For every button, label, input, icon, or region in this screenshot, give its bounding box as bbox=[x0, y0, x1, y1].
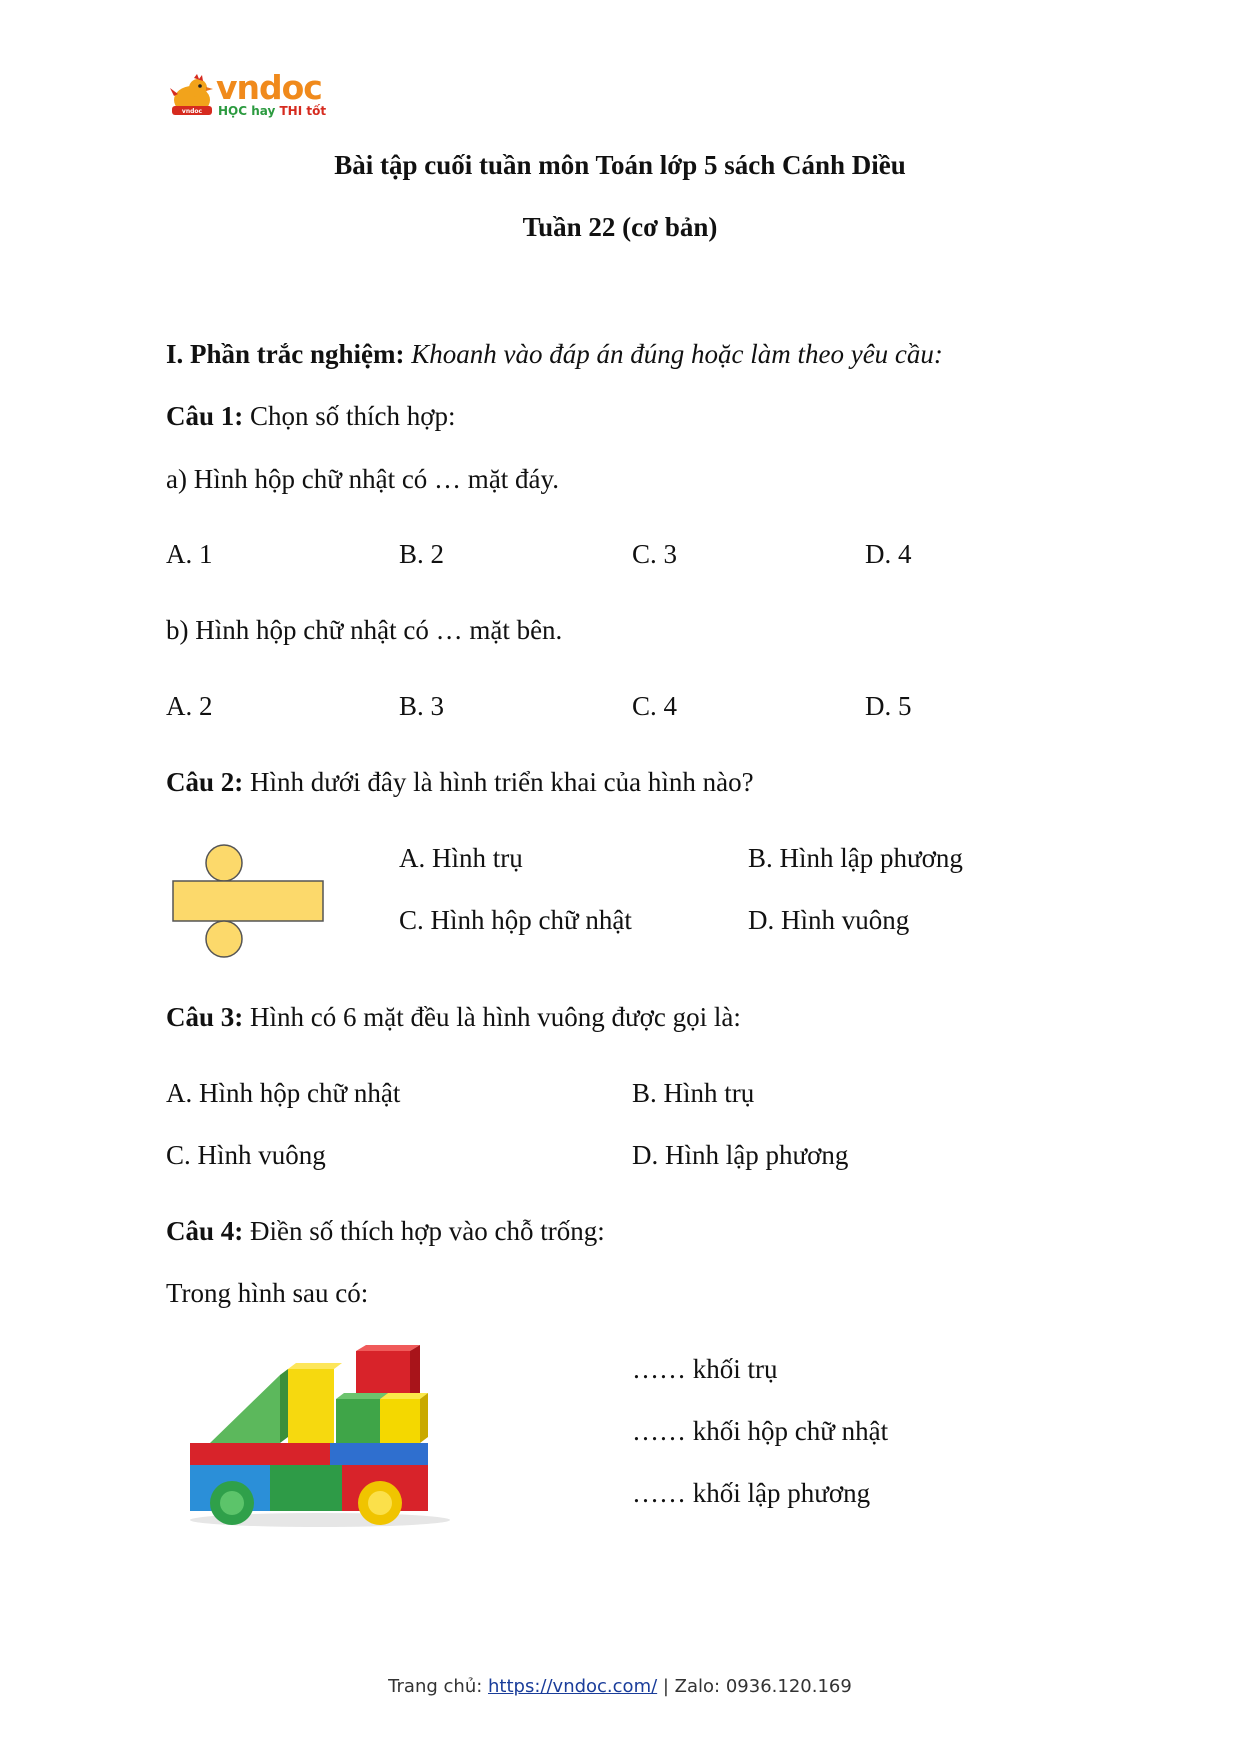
question-text: Điền số thích hợp vào chỗ trống: bbox=[243, 1216, 605, 1246]
question-1 bbox=[166, 400, 456, 432]
option-2-b[interactable]: B. Hình lập phương bbox=[748, 843, 963, 873]
footer-suffix: | Zalo: 0936.120.169 bbox=[657, 1676, 852, 1697]
rooster-mascot-icon bbox=[168, 74, 216, 118]
option-2-c[interactable]: C. Hình hộp chữ nhật bbox=[399, 905, 632, 935]
footer-link[interactable]: https://vndoc.com/ bbox=[488, 1676, 658, 1697]
slogan-green: HỌC hay bbox=[218, 104, 280, 118]
option-2-a[interactable]: A. Hình trụ bbox=[399, 843, 523, 873]
blank-cube[interactable]: …… khối lập phương bbox=[632, 1478, 871, 1508]
question-2 bbox=[166, 766, 754, 798]
option-1a-c[interactable]: C. 3 bbox=[632, 539, 678, 569]
question-text: Chọn số thích hợp: bbox=[243, 401, 456, 431]
section-heading bbox=[166, 338, 943, 370]
option-1a-a[interactable]: A. 1 bbox=[166, 539, 213, 569]
option-1b-d[interactable]: D. 5 bbox=[865, 691, 912, 721]
page-subtitle: Tuần 22 (cơ bản) bbox=[522, 212, 718, 242]
option-1b-b[interactable]: B. 3 bbox=[399, 691, 445, 721]
section-instruction: Khoanh vào đáp án đúng hoặc làm theo yêu cầu: bbox=[404, 339, 943, 369]
toy-truck-blocks-image bbox=[180, 1345, 480, 1535]
option-3-a[interactable]: A. Hình hộp chữ nhật bbox=[166, 1078, 401, 1108]
cylinder-net-figure bbox=[170, 843, 330, 958]
question-text: Hình dưới đây là hình triển khai của hình nào? bbox=[243, 767, 754, 797]
page-title: Bài tập cuối tuần môn Toán lớp 5 sách Cánh Diều bbox=[334, 150, 906, 180]
page-footer bbox=[0, 1676, 1240, 1697]
option-2-d[interactable]: D. Hình vuông bbox=[748, 905, 910, 935]
question-label: Câu 1: bbox=[166, 401, 244, 431]
vndoc-logo[interactable] bbox=[168, 70, 328, 122]
option-1a-b[interactable]: B. 2 bbox=[399, 539, 445, 569]
question-1a: a) Hình hộp chữ nhật có … mặt đáy. bbox=[166, 464, 560, 494]
question-4-intro: Trong hình sau có: bbox=[166, 1278, 369, 1308]
footer-prefix: Trang chủ: bbox=[388, 1676, 489, 1697]
question-label: Câu 4: bbox=[166, 1216, 244, 1246]
net-bottom-circle bbox=[206, 921, 242, 957]
option-3-b[interactable]: B. Hình trụ bbox=[632, 1078, 755, 1108]
logo-brand: vndoc bbox=[216, 68, 322, 107]
blank-cylinder[interactable]: …… khối trụ bbox=[632, 1354, 778, 1384]
option-1b-c[interactable]: C. 4 bbox=[632, 691, 678, 721]
blank-cuboid[interactable]: …… khối hộp chữ nhật bbox=[632, 1416, 889, 1446]
option-3-d[interactable]: D. Hình lập phương bbox=[632, 1140, 849, 1170]
svg-text:vndoc: vndoc bbox=[181, 108, 203, 115]
question-4 bbox=[166, 1215, 605, 1247]
option-1a-d[interactable]: D. 4 bbox=[865, 539, 912, 569]
logo-slogan bbox=[218, 104, 326, 118]
question-3 bbox=[166, 1001, 741, 1033]
option-3-c[interactable]: C. Hình vuông bbox=[166, 1140, 326, 1170]
question-label: Câu 2: bbox=[166, 767, 244, 797]
option-1b-a[interactable]: A. 2 bbox=[166, 691, 213, 721]
net-rectangle bbox=[173, 881, 323, 921]
question-1b: b) Hình hộp chữ nhật có … mặt bên. bbox=[166, 615, 563, 645]
question-label: Câu 3: bbox=[166, 1002, 244, 1032]
slogan-red: THI tốt bbox=[279, 104, 327, 118]
question-text: Hình có 6 mặt đều là hình vuông được gọi là: bbox=[243, 1002, 741, 1032]
net-top-circle bbox=[206, 845, 242, 881]
section-label: I. Phần trắc nghiệm: bbox=[166, 339, 405, 369]
